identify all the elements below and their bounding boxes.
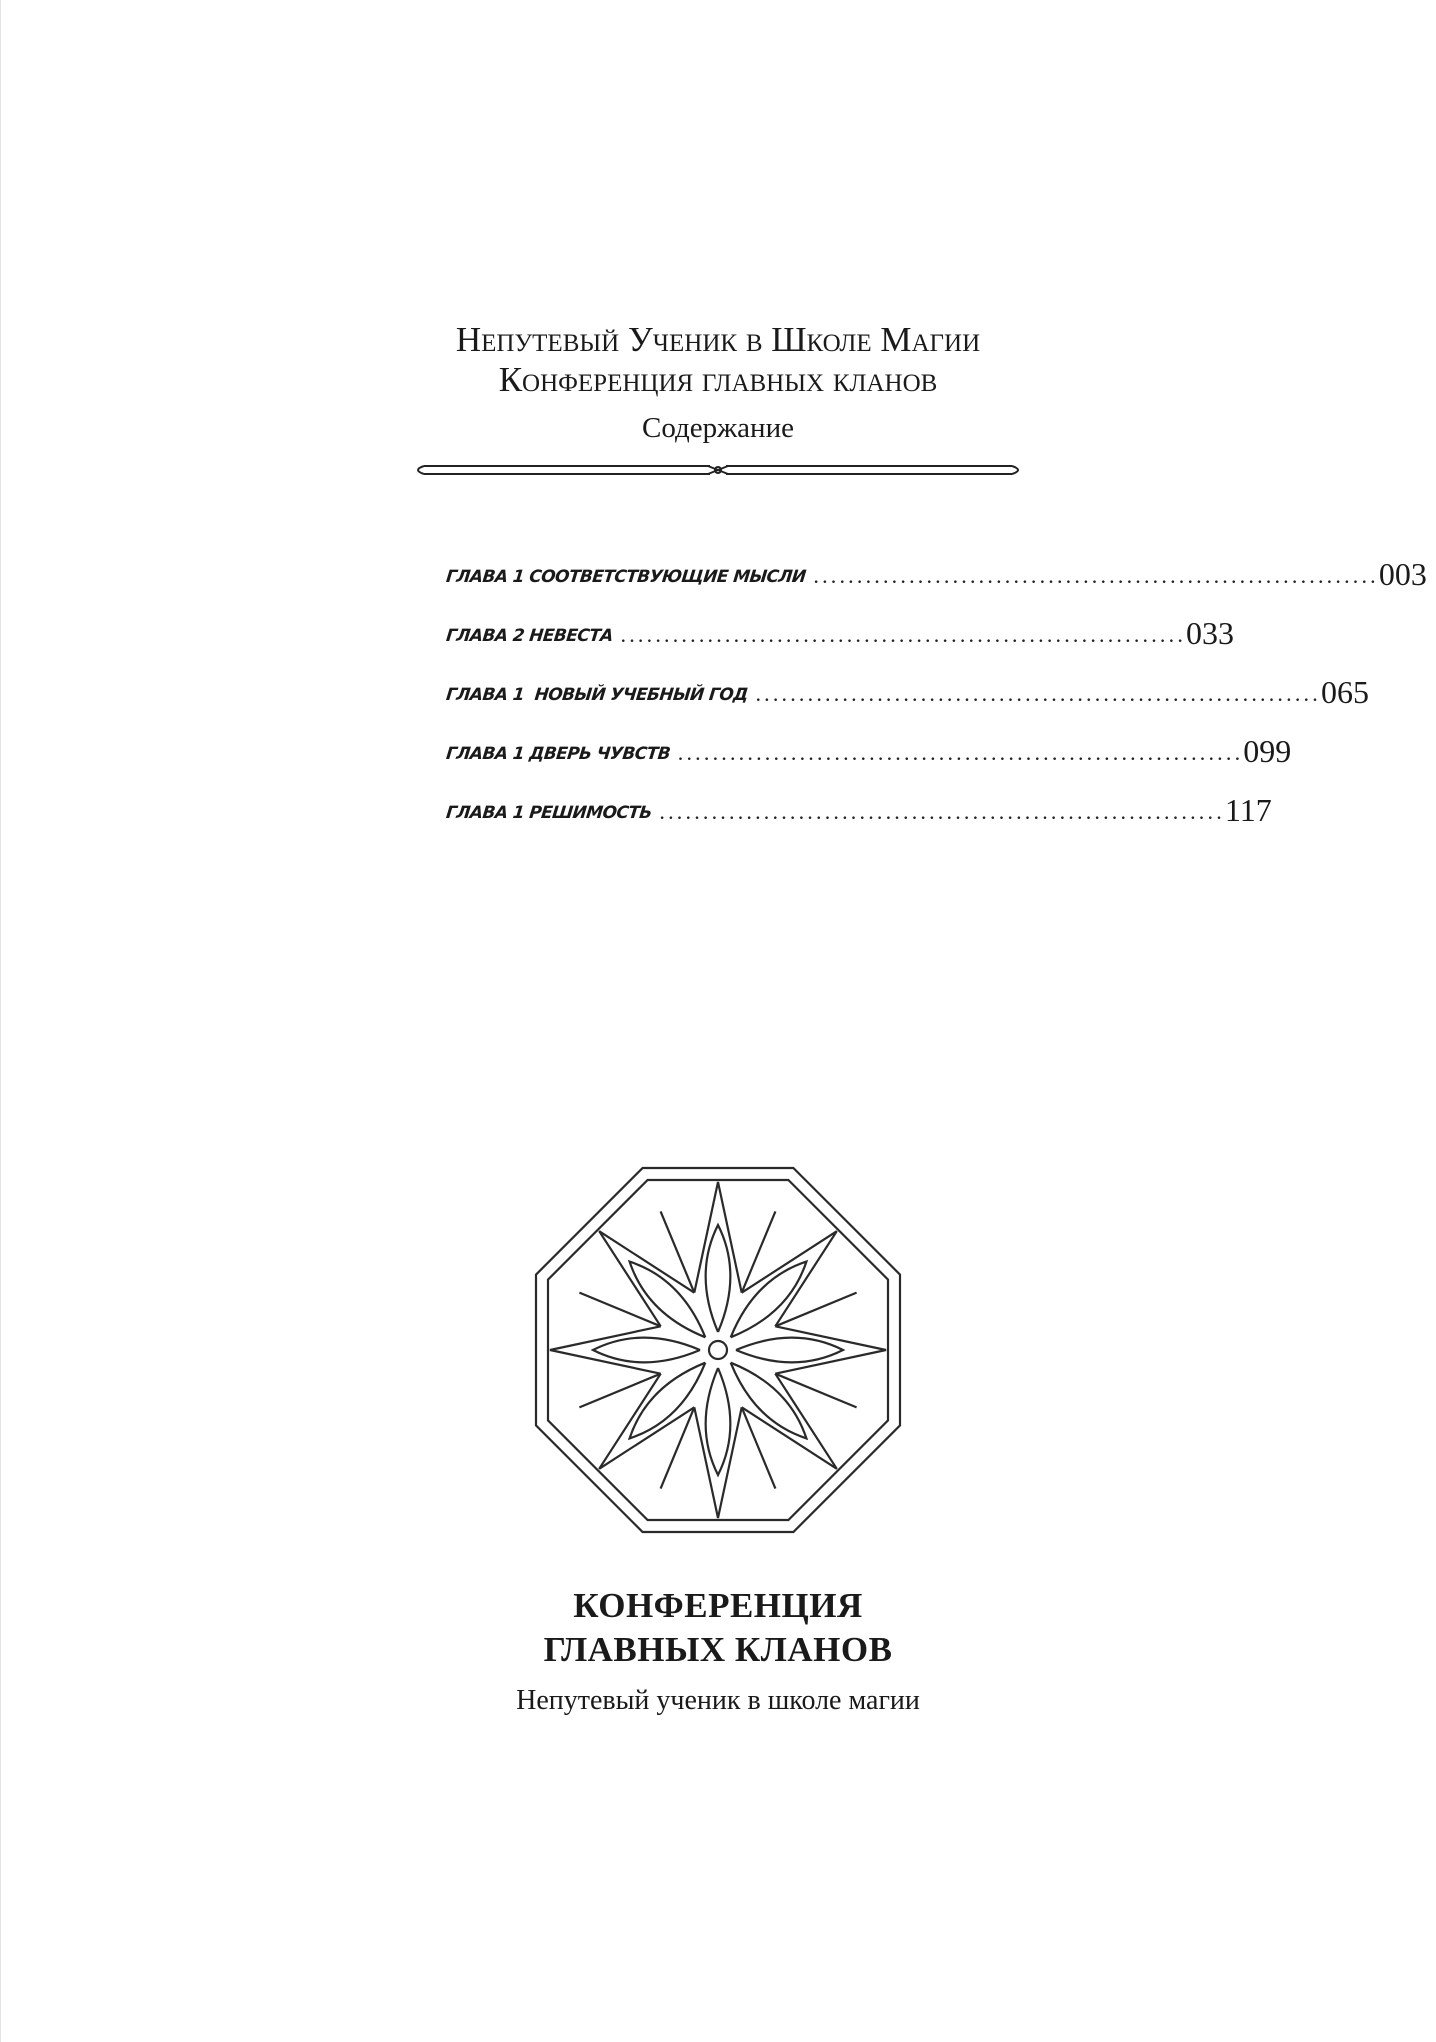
- toc-entry-label: ГЛАВА 1 ДВЕРЬ ЧУВСТВ: [445, 744, 672, 764]
- toc-entry-label: ГЛАВА 1 РЕШИМОСТЬ: [445, 803, 653, 823]
- toc-entry[interactable]: [445, 709, 1292, 769]
- toc-entry-page: 033: [1186, 615, 1235, 651]
- table-of-contents: [445, 532, 1427, 828]
- volume-title: Конференция главных кланов: [498, 360, 938, 399]
- toc-entry-label: ГЛАВА 2 НЕВЕСТА: [445, 626, 614, 646]
- volume-title-line-2: ГЛАВНЫХ КЛАНОВ: [543, 1630, 893, 1669]
- toc-leader-dots: .................................................................: [620, 622, 1187, 647]
- toc-entry[interactable]: [445, 591, 1235, 651]
- toc-entry[interactable]: [445, 768, 1272, 828]
- toc-entry-label: ГЛАВА 1 НОВЫЙ УЧЕБНЫЙ ГОД: [445, 685, 749, 705]
- series-title: Непутевый Ученик в Школе Магии: [455, 320, 981, 359]
- toc-entry-page: 117: [1224, 792, 1272, 828]
- toc-leader-dots: .................................................................: [677, 740, 1244, 765]
- contents-heading: Содержание: [642, 412, 794, 444]
- toc-entry-page: 003: [1378, 556, 1427, 592]
- toc-entry[interactable]: [445, 650, 1369, 710]
- octagon-star-emblem-icon: [518, 1150, 918, 1550]
- toc-entry-page: 065: [1320, 674, 1369, 710]
- toc-leader-dots: .................................................................: [659, 799, 1225, 824]
- toc-leader-dots: .................................................................: [755, 681, 1321, 706]
- toc-entry-page: 099: [1243, 733, 1292, 769]
- volume-title-line-1: КОНФЕРЕНЦИЯ: [573, 1586, 863, 1625]
- toc-entry-label: ГЛАВА 1 СООТВЕТСТВУЮЩИЕ МЫСЛИ: [445, 567, 807, 587]
- toc-leader-dots: .................................................................: [813, 563, 1379, 588]
- page-edge: [0, 0, 1, 2042]
- series-subtitle: Непутевый ученик в школе магии: [516, 1685, 920, 1716]
- toc-entry[interactable]: [445, 532, 1427, 592]
- divider-ornament-icon: [410, 456, 1026, 484]
